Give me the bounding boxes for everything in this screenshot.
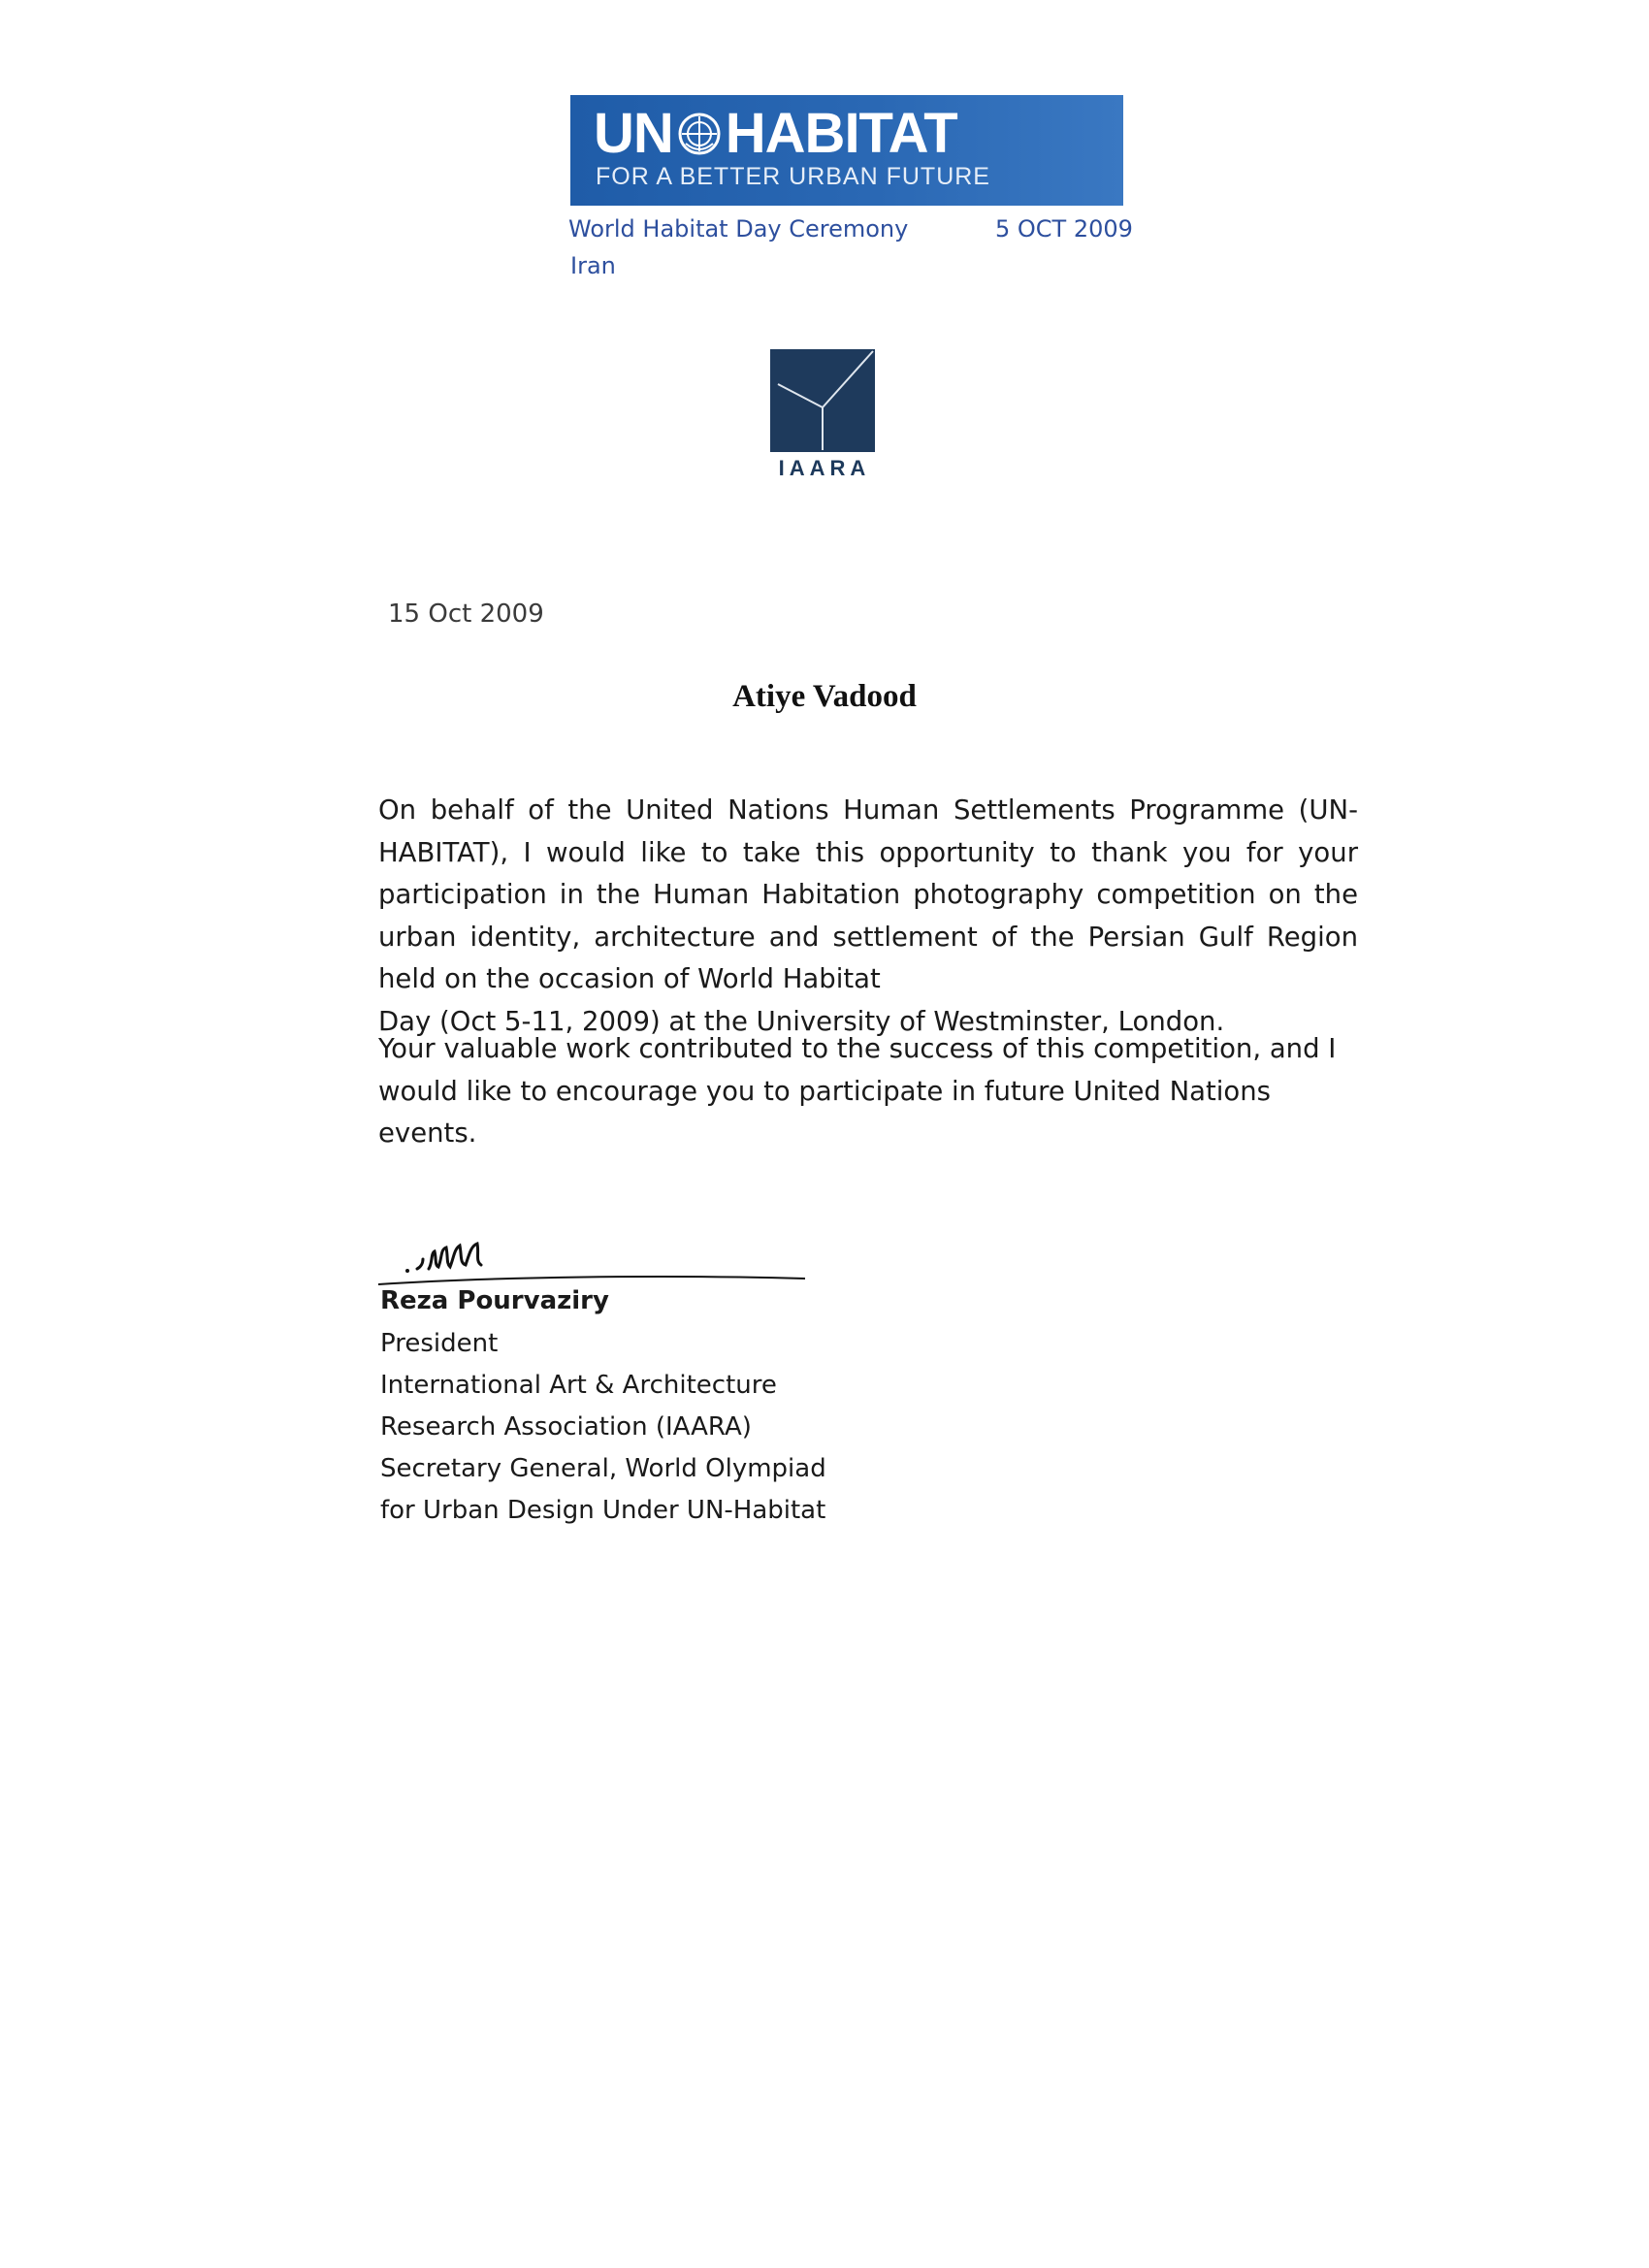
iaara-logo-text: IAARA xyxy=(778,456,871,480)
un-habitat-banner xyxy=(570,95,1123,206)
signatory-name: Reza Pourvaziry xyxy=(380,1286,609,1315)
un-emblem-icon xyxy=(676,111,723,157)
event-country: Iran xyxy=(570,252,616,279)
letter-date: 15 Oct 2009 xyxy=(388,599,544,629)
recipient-name: Atiye Vadood xyxy=(732,679,917,714)
signatory-title-line: Secretary General, World Olympiad xyxy=(380,1454,826,1483)
event-name: World Habitat Day Ceremony xyxy=(568,215,909,243)
signatory-title-line: International Art & Architecture xyxy=(380,1371,777,1400)
logo-habitat-text: HABITAT xyxy=(725,102,957,165)
un-habitat-logo xyxy=(594,102,957,165)
handwritten-signature xyxy=(378,1224,815,1294)
signatory-title-line: President xyxy=(380,1329,499,1358)
body-paragraph-1-last-line: Day (Oct 5-11, 2009) at the University of Westminster, London. xyxy=(378,1005,1225,1037)
event-date: 5 OCT 2009 xyxy=(995,215,1133,243)
signatory-title-line: Research Association (IAARA) xyxy=(380,1412,752,1442)
un-habitat-tagline: FOR A BETTER URBAN FUTURE xyxy=(596,163,990,190)
iaara-logo-icon xyxy=(770,349,875,452)
body-paragraph-2: Your valuable work contributed to the success of this competition, and I would like to encourage you to participate in future United Nations events. xyxy=(378,1033,1337,1149)
signatory-title-line: for Urban Design Under UN-Habitat xyxy=(380,1496,826,1525)
body-paragraph-1 xyxy=(378,790,1358,1043)
logo-un-text: UN xyxy=(594,102,673,165)
body-paragraph-1-text: On behalf of the United Nations Human Settlements Programme (UN-HABITAT), I would like to take this opportunity to thank you for your participation in the Human Habitation photography competition on the urban identity, architecture and settlement of the Persian Gulf Region held on the occasion of World Habitat xyxy=(378,794,1358,994)
